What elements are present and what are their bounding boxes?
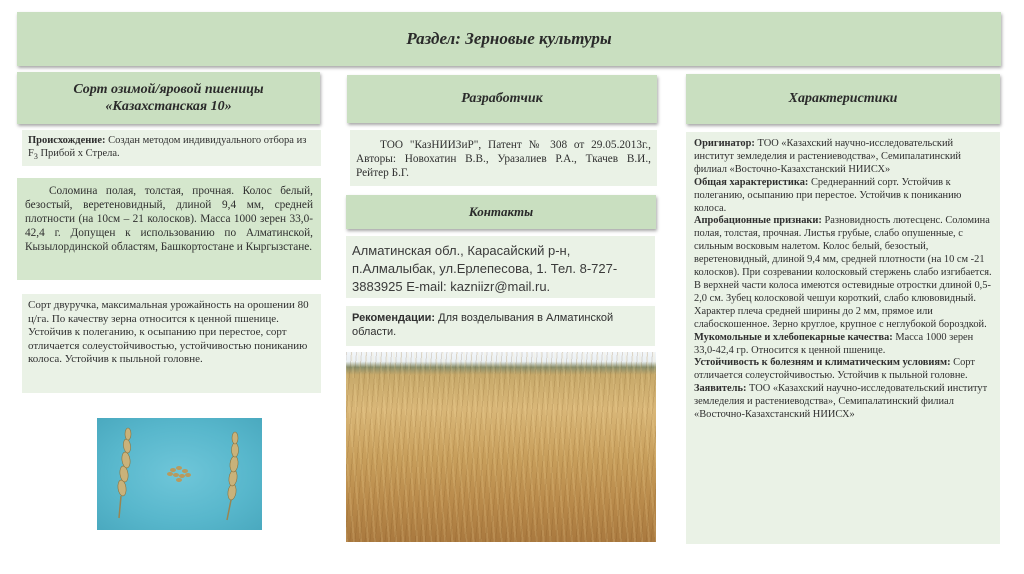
milling-text: Масса 1000 зерен 33,0-42,4 гр. Относится к ценной пшенице. xyxy=(694,331,974,356)
origin-box xyxy=(22,130,321,166)
characteristics-header xyxy=(686,74,1000,124)
characteristics-header-label: Характеристики xyxy=(788,91,898,106)
variety-title-line2: «Казахстанская 10» xyxy=(105,99,232,114)
originator-label: Оригинатор: xyxy=(694,138,755,149)
approbation-block xyxy=(694,215,992,331)
originator-block xyxy=(694,138,992,177)
resistance-block xyxy=(694,357,992,383)
wheat-spikes-icon xyxy=(97,418,262,530)
variety-title-box xyxy=(17,72,320,124)
origin-text: Создан методом индивидуального отбора из F xyxy=(28,135,307,159)
contacts-header-label: Контакты xyxy=(468,204,534,219)
applicant-label: Заявитель: xyxy=(694,383,747,395)
general-block xyxy=(694,177,992,216)
origin-tail: Прибой х Стрела. xyxy=(40,147,120,159)
origin-label: Происхождение: xyxy=(28,135,106,146)
approbation-text: Разновидность лютесценс. Соломина полая, толстая, прочная. Листья грубые, слабо опушенные, с сильным восковым налетом. Колос белый, безостый, веретеновидный, длиной 9,4 мм, средней плотности (на 10 см -21 колосков). При созревании колосковый стержень слабо изгибается. В верхней части колоса имеются остевидные отростки длиной 0,5-2,0 см. Зубец колосковой чешуи короткий, слабо клювовидный. Характер плеча средней ширины до 2 мм, прямое или слабоскошенное. Зерно круглое, крупное с неглубокой бороздкой. xyxy=(694,215,992,330)
recommend-label: Рекомендации: xyxy=(352,312,436,324)
applicant-text: ТОО «Казахский научно-исследовательский институт земледелия и растениеводства», Семипалатинский филиал «Восточно-Казахстанский НИИСХ» xyxy=(694,383,988,421)
developer-text: ТОО "КазНИИЗиР", Патент № 308 от 29.05.2013г., Авторы: Новохатин В.В., Уразалиев Р.А., Ткачев В.И., Рейтер Б.Г. xyxy=(356,139,651,179)
contacts-header xyxy=(346,195,656,229)
general-text: Среднеранний сорт. Устойчив к полеганию, осыпанию при перестое. Устойчив к пониканию колоса. xyxy=(694,176,962,214)
properties-box xyxy=(22,294,321,393)
description-box xyxy=(17,178,321,280)
milling-label: Мукомольные и хлебопекарные качества: xyxy=(694,331,893,343)
milling-block xyxy=(694,332,992,358)
recommend-box xyxy=(346,306,655,346)
wheat-spikes-photo xyxy=(97,418,262,530)
contacts-box xyxy=(346,236,655,298)
developer-header xyxy=(347,75,657,123)
description-text: Соломина полая, толстая, прочная. Колос белый, безостый, веретеновидный, длиной 9,4 мм, средней плотности (на 10см – 21 колосков). Масса 1000 зерен 33,0-42,4 г. Допущен к использованию по Алматинской, Кызылординской областям, Башкортостане и Кыргызстане. xyxy=(25,185,313,253)
resistance-label: Устойчивость к болезням и климатическим условиям: xyxy=(694,357,951,369)
variety-title-line1: Сорт озимой/яровой пшеницы xyxy=(73,82,264,97)
section-title: Раздел: Зерновые культуры xyxy=(406,29,612,48)
section-header xyxy=(17,12,1001,66)
resistance-text: Сорт отличается солеустойчивостью. Устойчив к пыльной головне. xyxy=(694,357,975,382)
recommend-text: Для возделывания в Алматинской области. xyxy=(352,312,614,338)
properties-text: Сорт двуручка, максимальная урожайность на орошении 80 ц/га. По качеству зерна относится к ценной пшенице. Устойчив к полеганию, к осыпанию при перестое, сорт отличается солеустойчивостью, устойчивостью пониканию колоса. Устойчив к пыльной головне. xyxy=(28,299,309,366)
applicant-block xyxy=(694,383,992,422)
wheat-field-photo xyxy=(346,352,656,542)
characteristics-box xyxy=(686,132,1000,544)
developer-header-label: Разработчик xyxy=(461,91,543,106)
origin-subscript: 3 xyxy=(33,151,38,161)
originator-text: ТОО «Казахский научно-исследовательский институт земледелия и растениеводства», Семипалатинский филиал «Восточно-Казахстанский НИИСХ» xyxy=(694,138,961,175)
developer-box xyxy=(350,130,657,186)
approbation-label: Апробационные признаки: xyxy=(694,215,822,227)
general-label: Общая характеристика: xyxy=(694,176,809,188)
contacts-text: Алматинская обл., Карасайский р-н, п.Алмалыбак, ул.Ерлепесова, 1. Тел. 8-727-3883925 E-mail: kazniizr@mail.ru. xyxy=(352,243,618,294)
